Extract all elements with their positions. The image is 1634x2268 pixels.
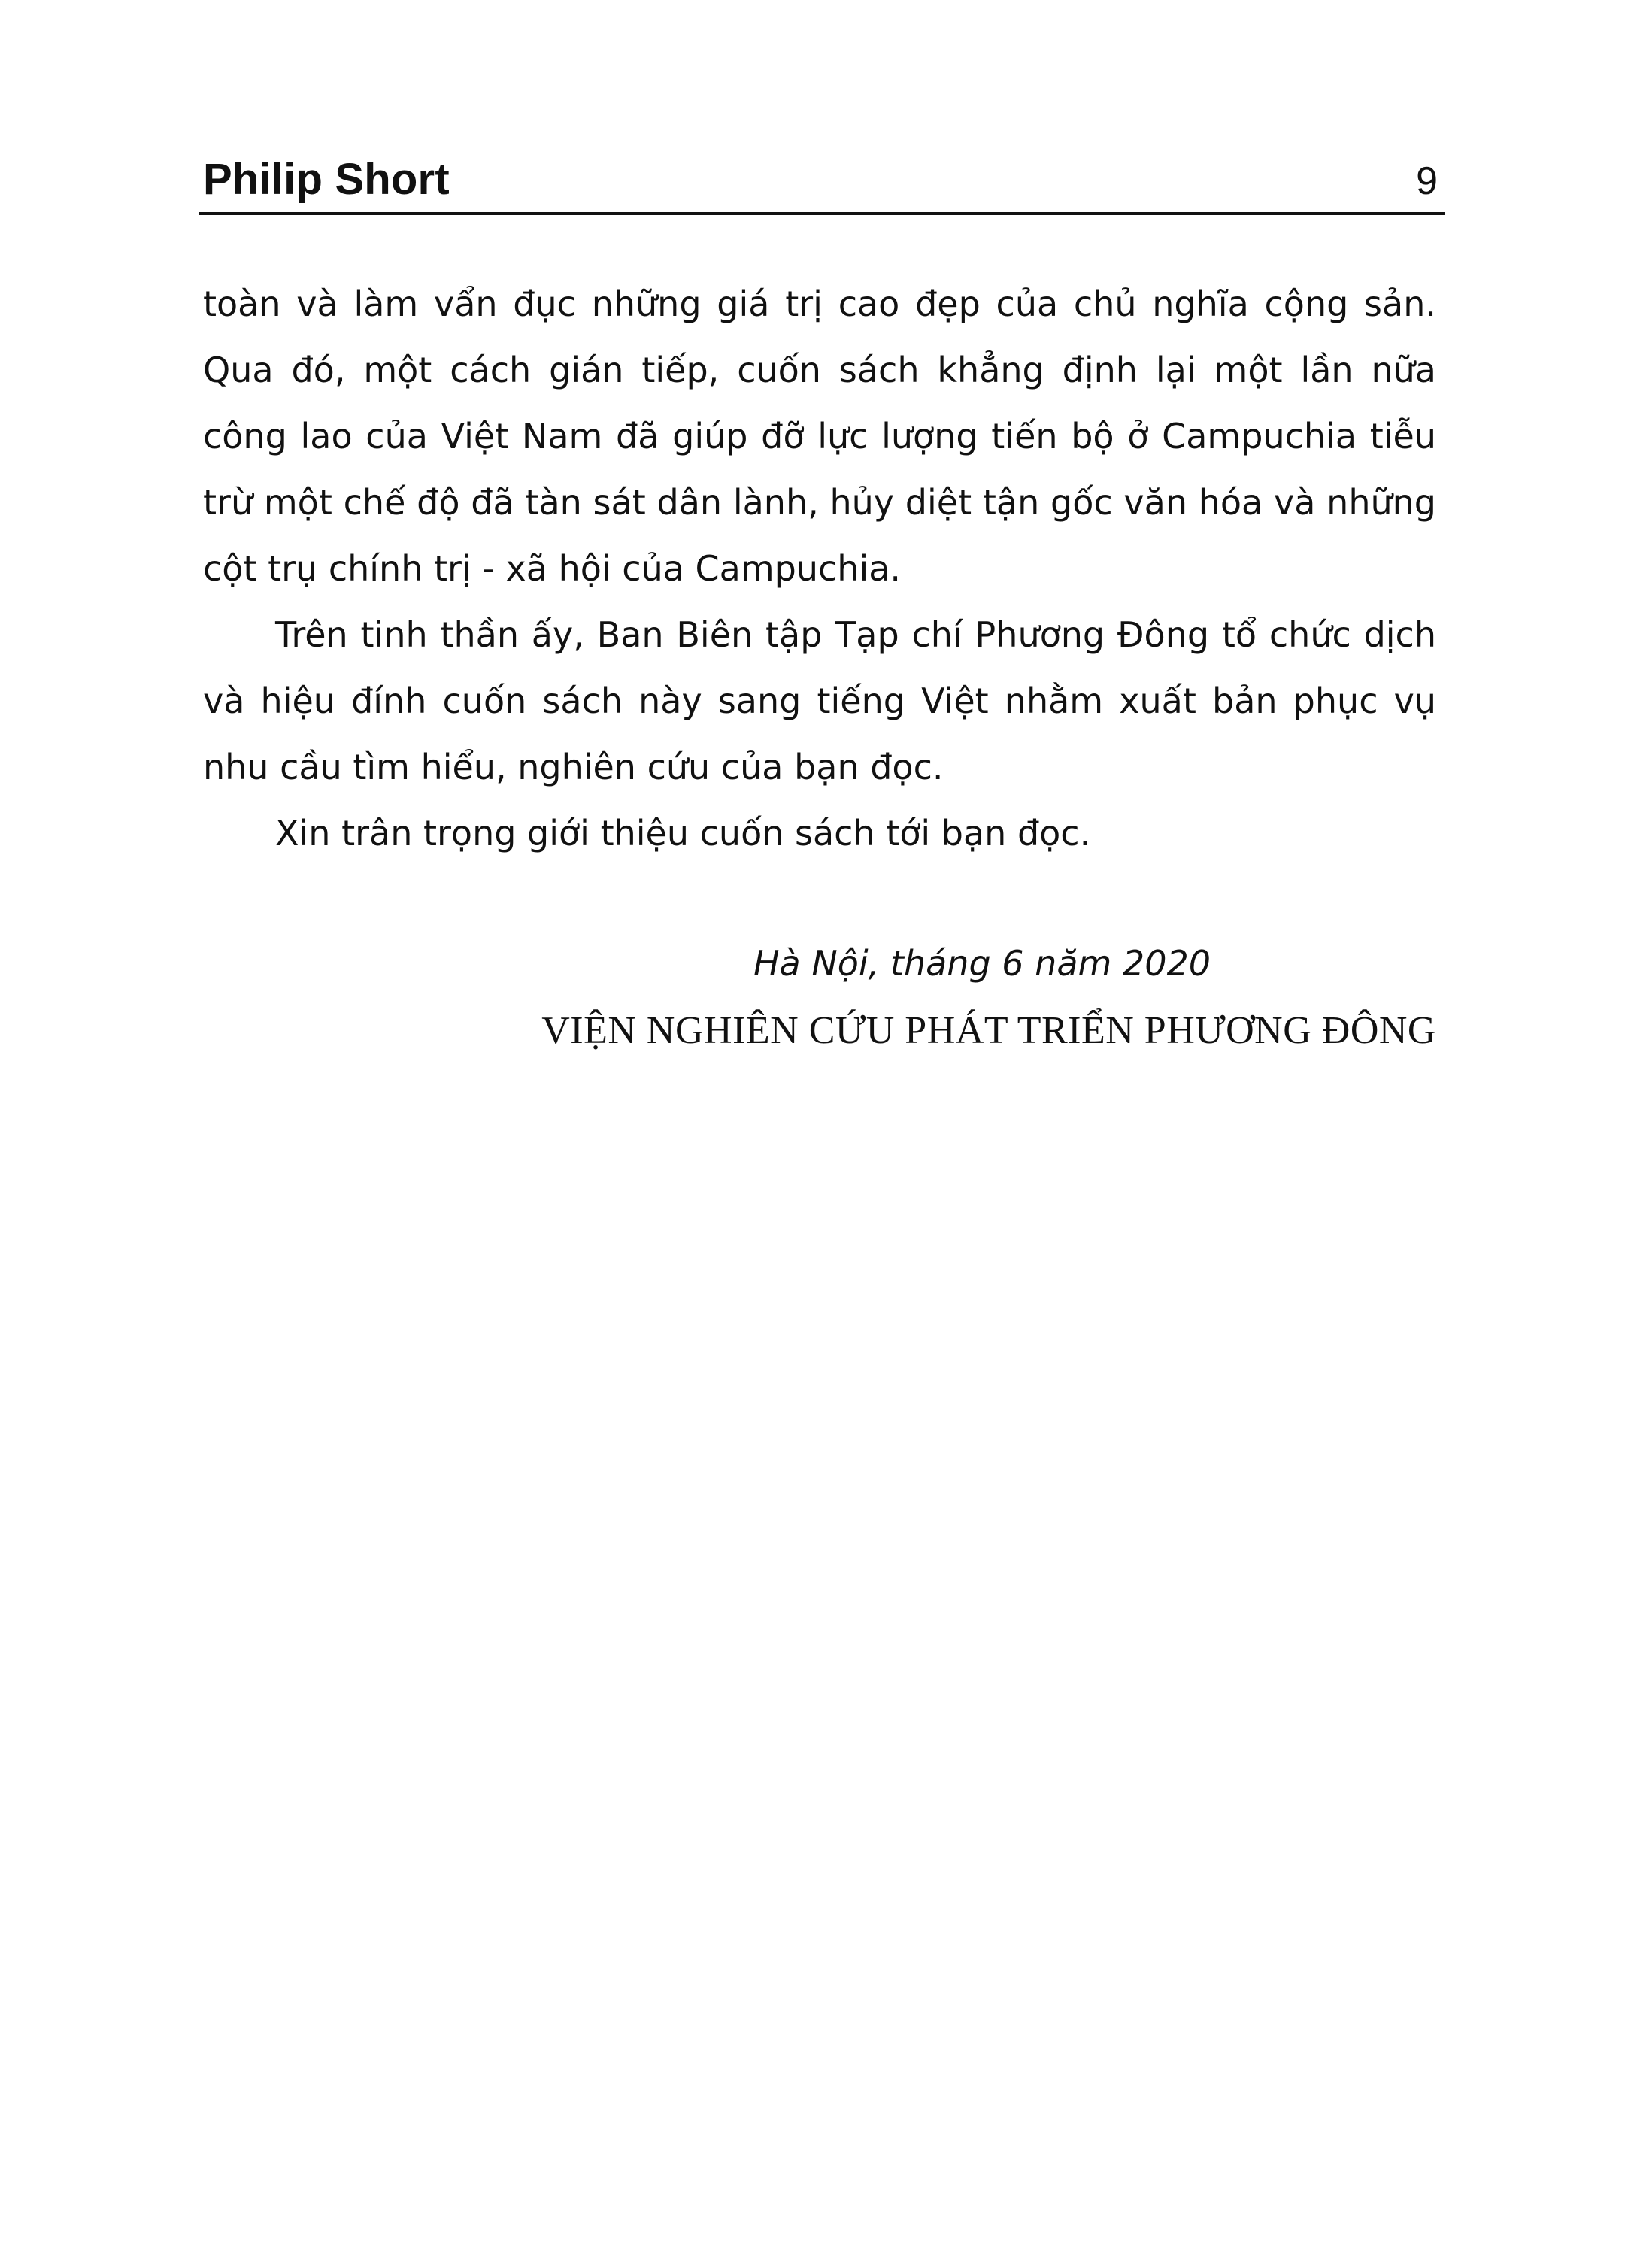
body-text [203, 271, 1436, 866]
paragraph-continued: toàn và làm vẩn đục những giá trị cao đẹp của chủ nghĩa cộng sản. Qua đó, một cách gián tiếp, cuốn sách khẳng định lại một lần nữa công lao của Việt Nam đã giúp đỡ lực lượng tiến bộ ở Campuchia tiễu trừ một chế độ đã tàn sát dân lành, hủy diệt tận gốc văn hóa và những cột trụ chính trị - xã hội của Campuchia. [203, 284, 1436, 589]
signature-place-date: Hà Nội, tháng 6 năm 2020 [753, 943, 1211, 984]
paragraph: Trên tinh thần ấy, Ban Biên tập Tạp chí Phương Đông tổ chức dịch và hiệu đính cuốn sách này sang tiếng Việt nhằm xuất bản phục vụ nhu cầu tìm hiểu, nghiên cứu của bạn đọc. [203, 614, 1436, 787]
signature-organization: VIỆN NGHIÊN CỨU PHÁT TRIỂN PHƯƠNG ĐÔNG [541, 1009, 1436, 1052]
signature-block [203, 929, 1436, 1065]
paragraph: Xin trân trọng giới thiệu cuốn sách tới bạn đọc. [275, 813, 1091, 854]
running-header [199, 147, 1445, 215]
running-head-author: Philip Short [203, 155, 450, 204]
page-number: 9 [1416, 159, 1438, 203]
